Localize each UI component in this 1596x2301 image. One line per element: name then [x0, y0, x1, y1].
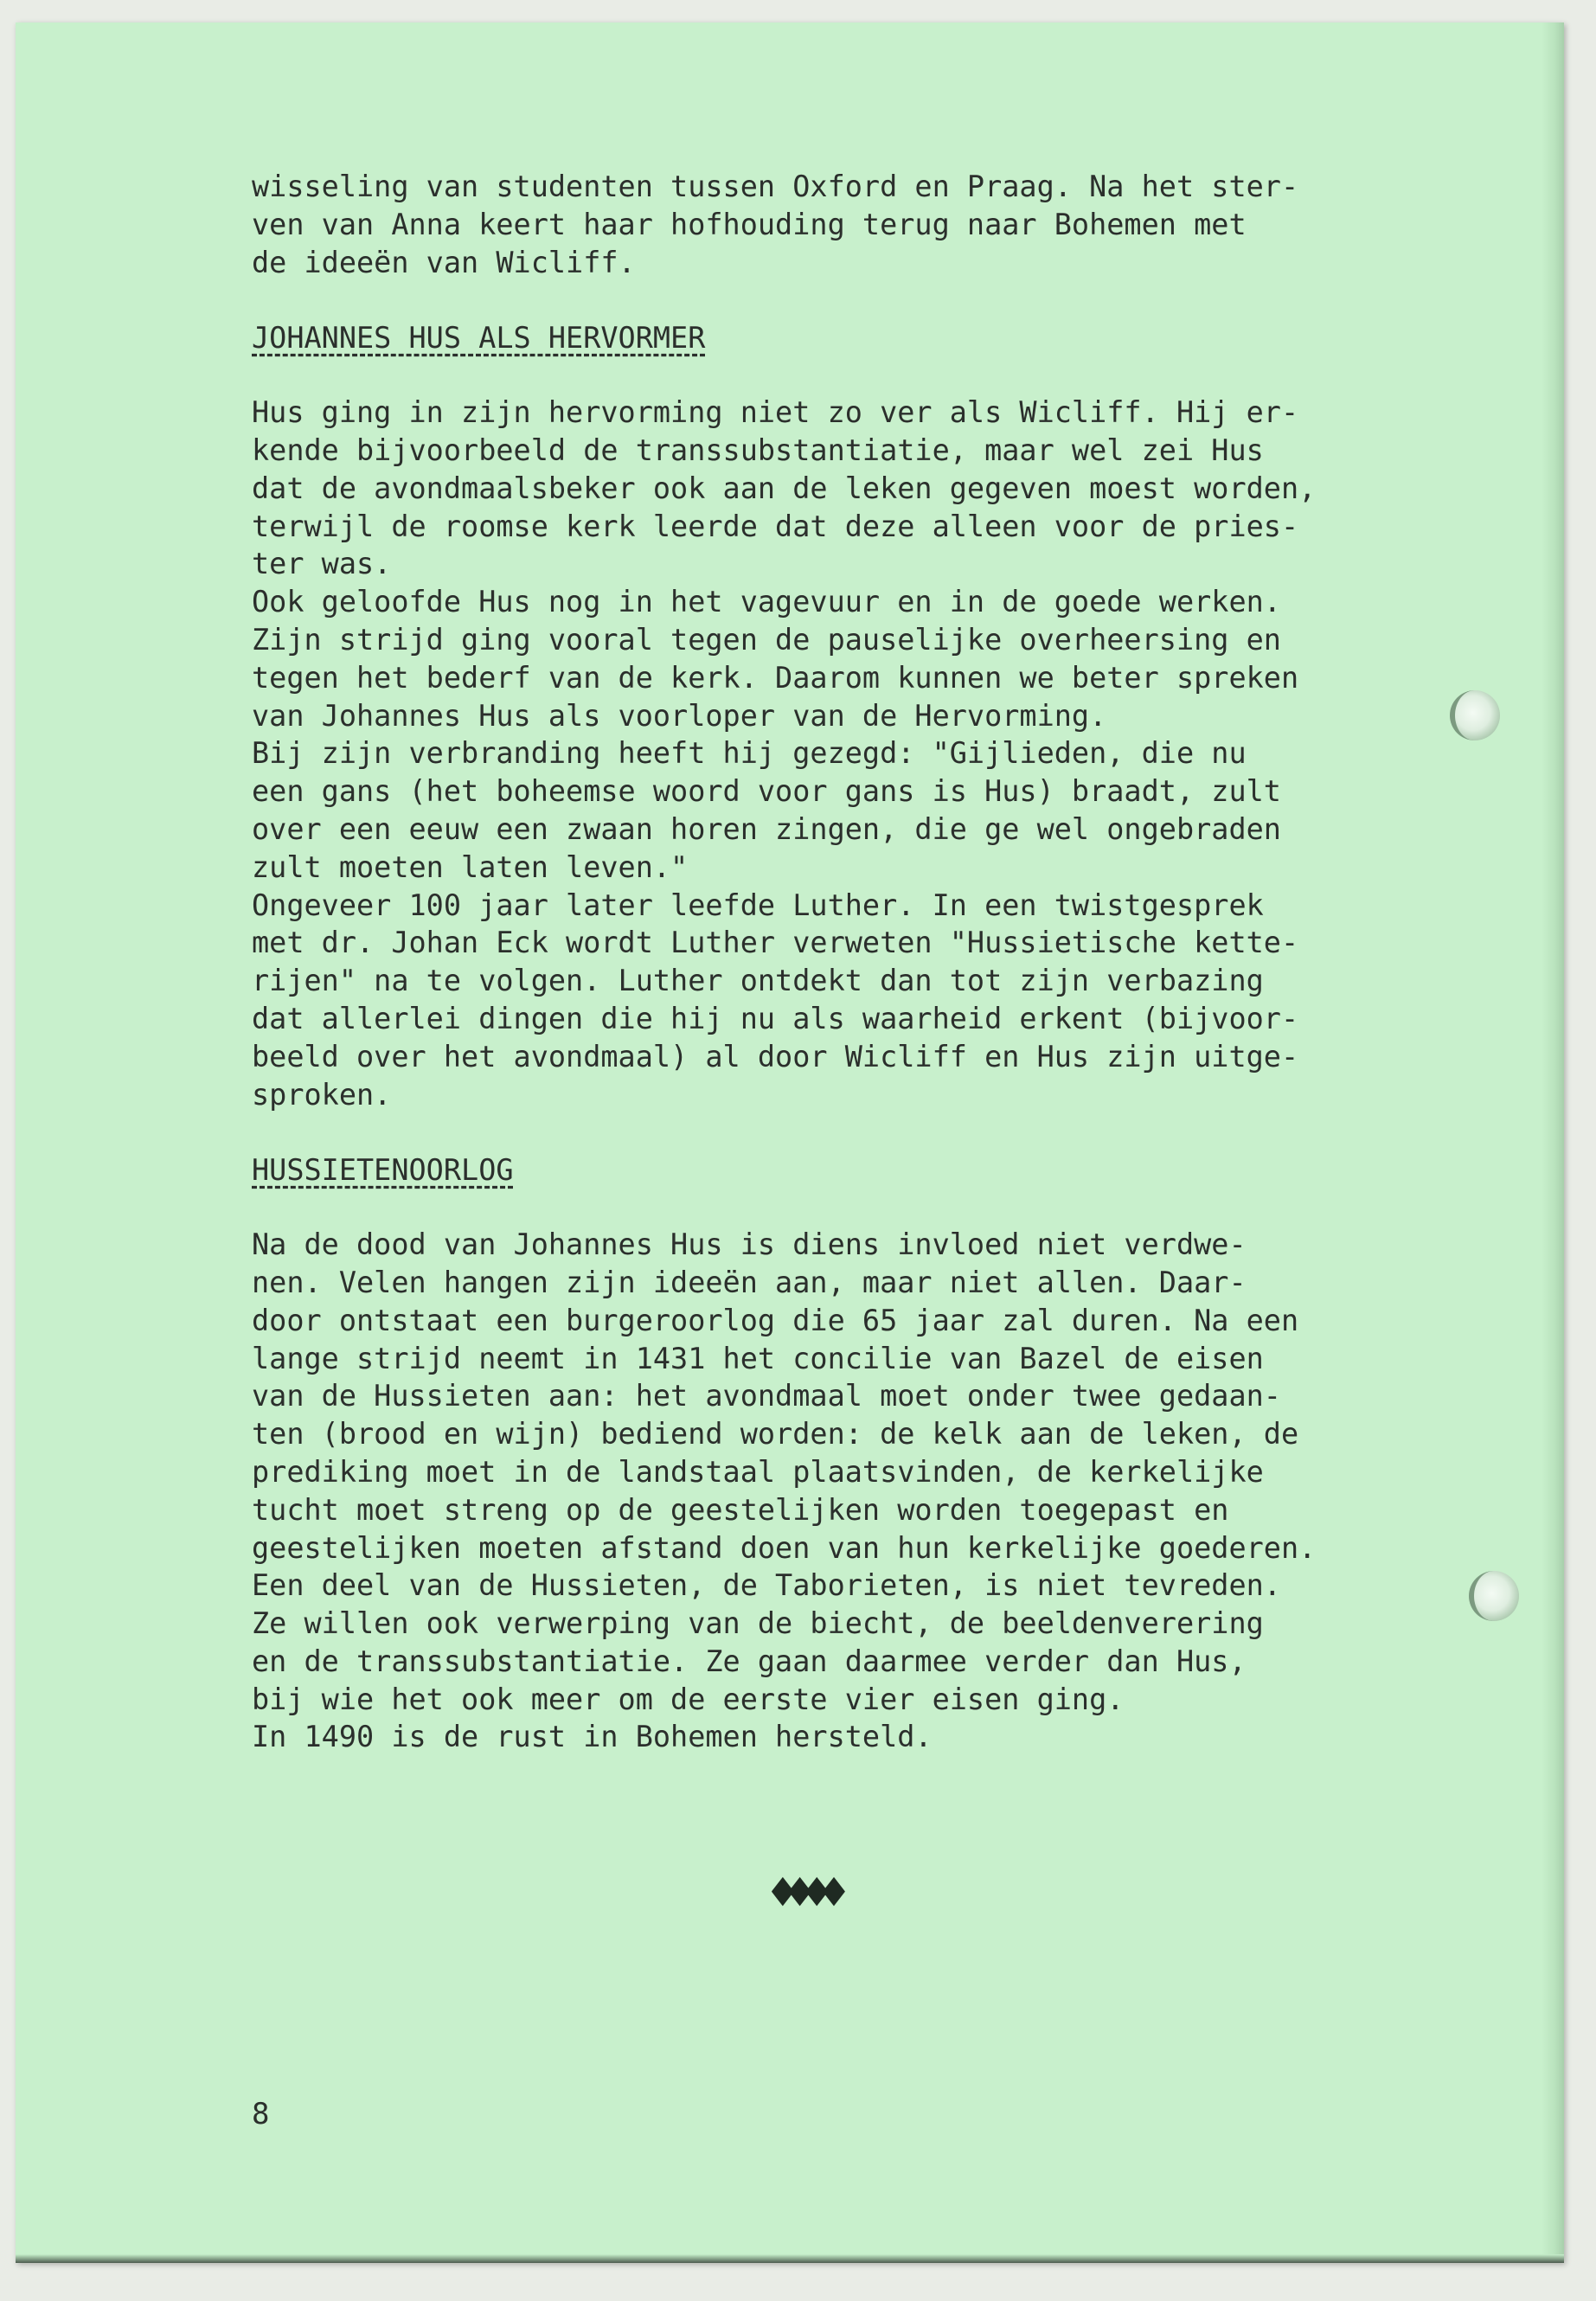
text-line: de ideeën van Wicliff.: [252, 245, 636, 279]
text-line: van de Hussieten aan: het avondmaal moet onder twee gedaan-: [252, 1379, 1281, 1413]
text-line: sproken.: [252, 1077, 392, 1112]
text-line: zult moeten laten leven.": [252, 849, 689, 884]
text-line: wisseling van studenten tussen Oxford en Praag. Na het ster-: [252, 170, 1299, 203]
text-line: met dr. Johan Eck wordt Luther verweten "Hussietische kette-: [252, 926, 1299, 960]
section-heading-hussietenoorlog: HUSSIETENOORLOG: [252, 1153, 514, 1188]
text-line: prediking moet in de landstaal plaatsvinden, de kerkelijke: [252, 1454, 1264, 1489]
intro-paragraph: [252, 168, 1480, 281]
page-number: 8: [252, 2097, 270, 2131]
document-page: [16, 22, 1564, 2263]
text-line: ter was.: [252, 547, 392, 581]
text-line: tucht moet streng op de geestelijken worden toegepast en: [252, 1492, 1229, 1527]
text-line: bij wie het ook meer om de eerste vier eisen ging.: [252, 1682, 1125, 1716]
text-line: Hus ging in zijn hervorming niet zo ver als Wicliff. Hij er-: [252, 395, 1299, 430]
text-line: ven van Anna keert haar hofhouding terug naar Bohemen met: [252, 207, 1247, 241]
section-body-hus: [252, 394, 1480, 1113]
text-line: door ontstaat een burgeroorlog die 65 jaar zal duren. Na een: [252, 1303, 1299, 1337]
text-line: lange strijd neemt in 1431 het concilie van Bazel de eisen: [252, 1341, 1264, 1375]
text-line: dat allerlei dingen die hij nu als waarheid erkent (bijvoor-: [252, 1001, 1299, 1035]
text-line: over een eeuw een zwaan horen zingen, die ge wel ongebraden: [252, 811, 1281, 846]
text-line: Ze willen ook verwerping van de biecht, de beeldenverering: [252, 1606, 1264, 1641]
text-line: ten (brood en wijn) bediend worden: de kelk aan de leken, de: [252, 1417, 1299, 1452]
text-line: Ongeveer 100 jaar later leefde Luther. In een twistgesprek: [252, 888, 1264, 922]
text-line: rijen" na te volgen. Luther ontdekt dan tot zijn verbazing: [252, 964, 1264, 998]
section-body-hussietenoorlog: [252, 1226, 1480, 1756]
text-line: kende bijvoorbeeld de transsubstantiatie, maar wel zei Hus: [252, 433, 1264, 467]
text-line: In 1490 is de rust in Bohemen hersteld.: [252, 1720, 933, 1754]
text-line: beeld over het avondmaal) al door Wicliff en Hus zijn uitge-: [252, 1039, 1299, 1074]
text-line: Zijn strijd ging vooral tegen de pauselijke overheersing en: [252, 622, 1281, 657]
text-line: terwijl de roomse kerk leerde dat deze alleen voor de pries-: [252, 509, 1299, 543]
text-line: dat de avondmaalsbeker ook aan de leken gegeven moest worden,: [252, 471, 1317, 505]
text-line: en de transsubstantiatie. Ze gaan daarmee verder dan Hus,: [252, 1644, 1247, 1678]
binding-edge: [1542, 22, 1564, 2263]
text-line: Na de dood van Johannes Hus is diens invloed niet verdwe-: [252, 1227, 1247, 1262]
text-line: Ook geloofde Hus nog in het vagevuur en in de goede werken.: [252, 585, 1281, 619]
page-bottom-edge: [16, 2254, 1564, 2263]
text-line: een gans (het boheemse woord voor gans is Hus) braadt, zult: [252, 774, 1281, 809]
text-line: nen. Velen hangen zijn ideeën aan, maar niet allen. Daar-: [252, 1265, 1247, 1299]
section-heading-hus: JOHANNES HUS ALS HERVORMER: [252, 321, 706, 356]
text-line: tegen het bederf van de kerk. Daarom kunnen we beter spreken: [252, 660, 1299, 695]
document-body: [252, 168, 1480, 1756]
text-line: van Johannes Hus als voorloper van de Hervorming.: [252, 698, 1107, 733]
diamond-ornament-icon: ♦♦♦♦: [768, 1865, 836, 1921]
text-line: Een deel van de Hussieten, de Taborieten, is niet tevreden.: [252, 1568, 1281, 1603]
text-line: geestelijken moeten afstand doen van hun kerkelijke goederen.: [252, 1530, 1317, 1565]
text-line: Bij zijn verbranding heeft hij gezegd: "Gijlieden, die nu: [252, 736, 1247, 771]
